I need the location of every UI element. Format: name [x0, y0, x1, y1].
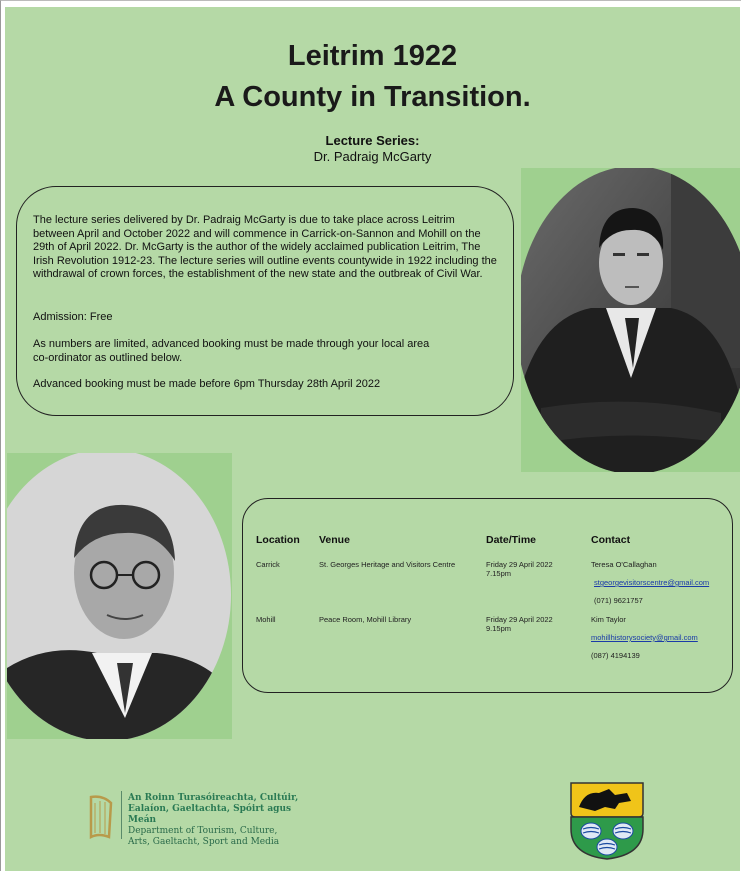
booking-deadline: Advanced booking must be made before 6pm Thursday 28th April 2022 [33, 378, 381, 390]
department-name [128, 793, 318, 848]
row2-date: Friday 29 April 2022 [486, 615, 553, 624]
row2-contact-email [591, 633, 698, 643]
row2-contact-phone: (087) 4194139 [591, 651, 640, 660]
row2-venue: Peace Room, Mohill Library [319, 615, 412, 624]
lecture-info-box [16, 186, 514, 416]
lecture-description: The lecture series delivered by Dr. Padraig McGarty is due to take place across Leitrim between April and October 2022 and will commence in Carrick-on-Sannon and Mohill on the 29th of April 2022. Dr. McGarty is the author of the widely acclaimed publication Leitrim, The Irish Revolution 1912-23. The lecture series will outline events countywide in 1922 including the withdrawal of crown forces, the establishment of the new state and the outbreak of Civil War. [33, 214, 497, 280]
portrait-photo-left [7, 453, 232, 739]
row2-location: Mohill [256, 615, 276, 624]
logo-divider [121, 791, 122, 839]
poster-page [5, 7, 740, 871]
row1-time: 7.15pm [486, 569, 512, 578]
row1-contact-name: Teresa O'Callaghan [591, 560, 657, 569]
schedule-header-datetime: Date/Time [486, 534, 536, 546]
schedule-header-location: Location [256, 534, 300, 546]
booking-note-line1: As numbers are limited, advanced booking must be made through your local area [33, 338, 430, 350]
dept-irish-line2: Ealaíon, Gaeltachta, Spóirt agus Meán [128, 804, 292, 825]
portrait-photo-right [521, 168, 740, 472]
row2-email-link[interactable]: mohillhistorysociety@gmail.com [591, 633, 698, 642]
series-label: Lecture Series: [325, 133, 420, 148]
dept-english-line1: Department of Tourism, Culture, [128, 826, 278, 836]
row1-contact-email [594, 578, 709, 588]
poster-title-line1: Leitrim 1922 [287, 40, 458, 72]
booking-note [33, 338, 499, 365]
row1-date: Friday 29 April 2022 [486, 560, 553, 569]
poster-title-line2: A County in Transition. [214, 81, 531, 113]
admission-text: Admission: Free [33, 311, 113, 323]
row1-email-link[interactable]: stgeorgevisitorscentre@gmail.com [594, 578, 710, 587]
dept-irish-line1: An Roinn Turasóireachta, Cultúir, [128, 793, 299, 803]
row1-contact-phone: (071) 9621757 [594, 596, 643, 605]
schedule-box [242, 498, 733, 693]
department-logo [83, 787, 313, 847]
dept-english-line2: Arts, Gaeltacht, Sport and Media [128, 837, 280, 847]
row1-location: Carrick [256, 560, 280, 569]
booking-note-line2: co-ordinator as outlined below. [33, 351, 183, 364]
speaker-name: Dr. Padraig McGarty [313, 149, 432, 164]
row1-venue: St. Georges Heritage and Visitors Centre [319, 560, 456, 569]
schedule-header-contact: Contact [591, 534, 631, 546]
row2-contact-name: Kim Taylor [591, 615, 626, 624]
leitrim-crest-icon [565, 777, 649, 861]
row2-time: 9.15pm [486, 624, 512, 633]
schedule-header-venue: Venue [319, 534, 350, 546]
harp-icon [85, 793, 117, 841]
